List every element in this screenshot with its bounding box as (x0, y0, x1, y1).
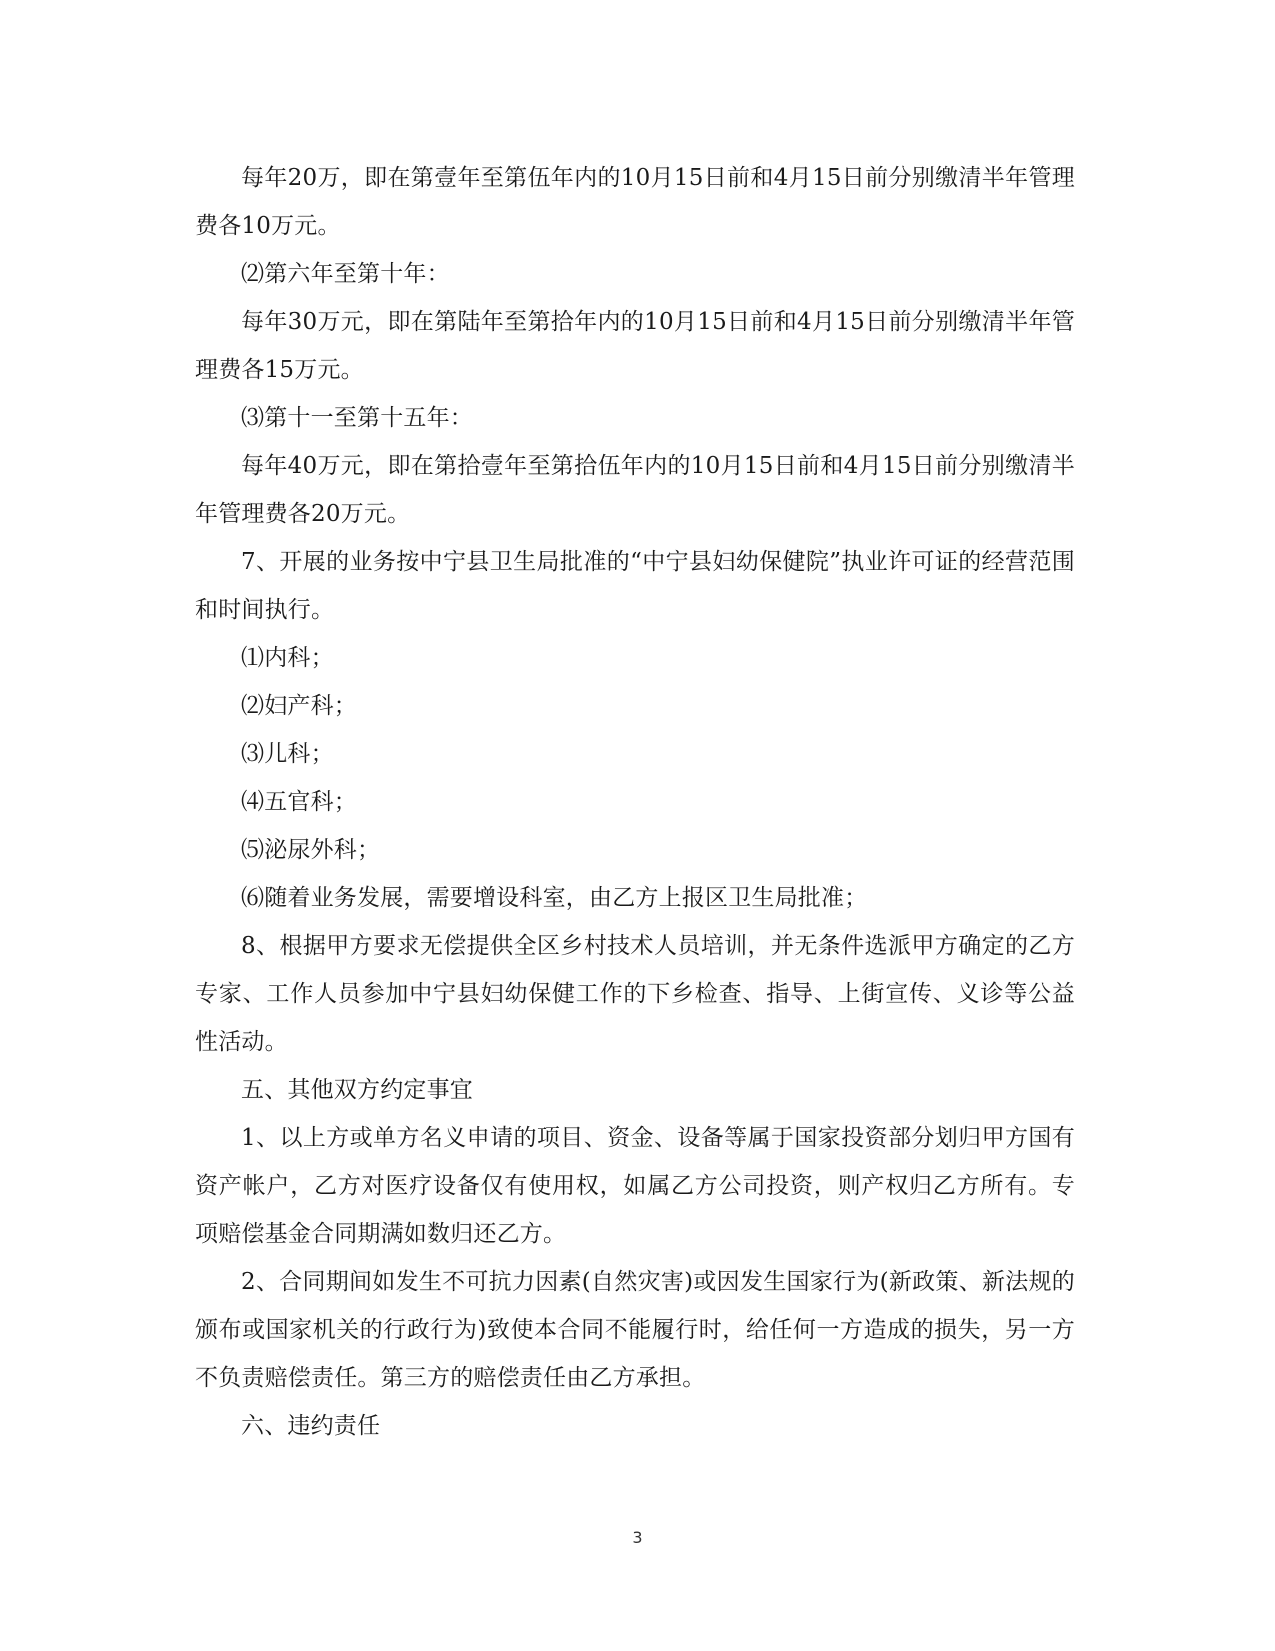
section-heading: 五、其他双方约定事宜 (241, 1077, 473, 1103)
paragraph: 8、根据甲方要求无偿提供全区乡村技术人员培训，并无条件选派甲方确定的乙方专家、工作人员参加中宁县妇幼保健工作的下乡检查、指导、上街宣传、义诊等公益性活动。 (195, 933, 1075, 1055)
paragraph: 7、开展的业务按中宁县卫生局批准的“中宁县妇幼保健院”执业许可证的经营范围和时间执行。 (195, 549, 1075, 623)
paragraph: 1、以上方或单方名义申请的项目、资金、设备等属于国家投资部分划归甲方国有资产帐户，乙方对医疗设备仅有使用权，如属乙方公司投资，则产权归乙方所有。专项赔偿基金合同期满如数归还乙方。 (195, 1125, 1075, 1247)
list-item: ⑸泌尿外科； (241, 837, 381, 863)
paragraph: 每年20万，即在第壹年至第伍年内的10月15日前和4月15日前分别缴清半年管理费各10万元。 (195, 165, 1075, 239)
list-item: ⑴内科； (241, 645, 334, 671)
paragraph: ⑶第十一至第十五年： (241, 405, 473, 431)
paragraph: 每年40万元，即在第拾壹年至第拾伍年内的10月15日前和4月15日前分别缴清半年管理费各20万元。 (195, 453, 1075, 527)
list-item: ⑵妇产科； (241, 693, 357, 719)
paragraph: 2、合同期间如发生不可抗力因素(自然灾害)或因发生国家行为(新政策、新法规的颁布或国家机关的行政行为)致使本合同不能履行时，给任何一方造成的损失，另一方不负责赔偿责任。第三方的赔偿责任由乙方承担。 (195, 1269, 1075, 1391)
paragraph: 每年30万元，即在第陆年至第拾年内的10月15日前和4月15日前分别缴清半年管理费各15万元。 (195, 309, 1075, 383)
section-heading: 六、违约责任 (241, 1413, 381, 1439)
list-item: ⑶儿科； (241, 741, 334, 767)
document-body (195, 154, 1075, 1450)
page-number: 3 (632, 1528, 643, 1547)
list-item: ⑹随着业务发展，需要增设科室，由乙方上报区卫生局批准； (241, 885, 868, 911)
list-item: ⑷五官科； (241, 789, 357, 815)
paragraph: ⑵第六年至第十年： (241, 261, 450, 287)
